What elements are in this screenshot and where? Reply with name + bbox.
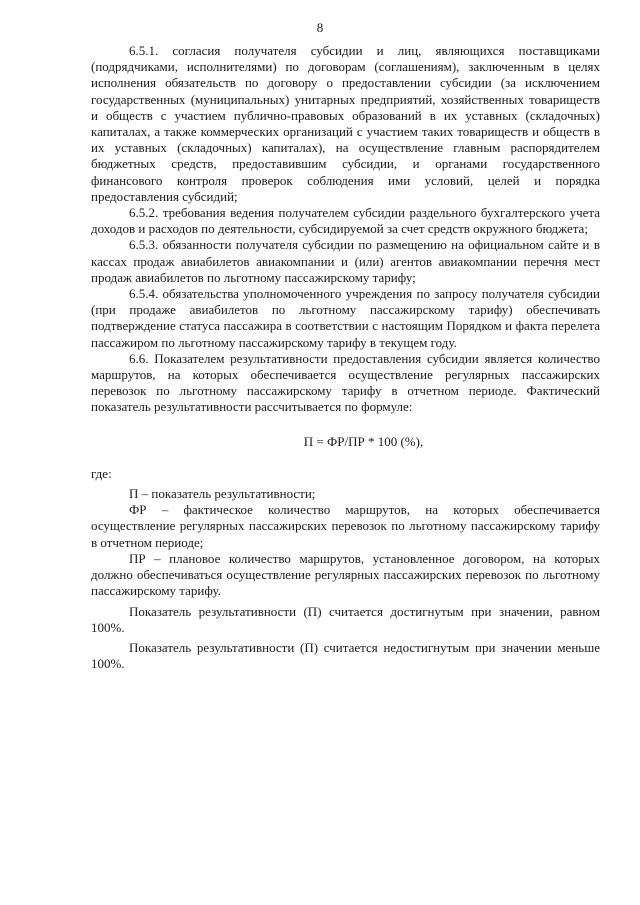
page-number: 8 xyxy=(316,20,324,35)
definition-pr: ПР – плановое количество маршрутов, установленное договором, на которых должно обеспечиваться осуществление регулярных пассажирских перевозок по льготному пассажирскому тарифу. xyxy=(91,550,600,599)
paragraph-6-5-2: 6.5.2. требования ведения получателем субсидии раздельного бухгалтерского учета доходов и расходов по деятельности, субсидируемой за счет средств окружного бюджета; xyxy=(91,205,600,237)
spacer xyxy=(91,416,600,434)
document-body xyxy=(91,43,600,672)
spacer xyxy=(91,450,600,466)
paragraph-not-achieved: Показатель результативности (П) считается недостигнутым при значении меньше 100%. xyxy=(91,639,600,672)
paragraph-6-5-3: 6.5.3. обязанности получателя субсидии по размещению на официальном сайте и в кассах продаж авиабилетов авиакомпании и (или) агентов авиакомпании перечня мест продаж авиабилетов по льготному пассажирскому тарифу; xyxy=(91,237,600,285)
formula: П = ФР/ПР * 100 (%), xyxy=(303,433,424,449)
paragraph-6-5-1: 6.5.1. согласия получателя субсидии и лиц, являющихся поставщиками (подрядчиками, исполнителями) по договорам (соглашениям), заключенным в целях исполнения обязательств по договору о предоставлении субсидии (за исключением государственных (муниципальных) унитарных предприятий, хозяйственных товариществ и обществ с участием публично-правовых образований в их уставных (складочных) капиталах, а также коммерческих организаций с участием таких товариществ и обществ в их уставных (складочных) капиталах), на осуществление главным распорядителем бюджетных средств, предоставившим субсидии, и органами государственного финансового контроля проверок соблюдения ими условий, целей и порядка предоставления субсидий; xyxy=(91,43,600,204)
paragraph-6-6: 6.6. Показателем результативности предоставления субсидии является количество маршрутов, на которых обеспечивается осуществление регулярных пассажирских перевозок по льготному пассажирскому тарифу в отчетном периоде. Фактический показатель результативности рассчитывается по формуле: xyxy=(91,350,600,415)
paragraph-6-5-4: 6.5.4. обязательства уполномоченного учреждения по запросу получателя субсидии (при продаже авиабилетов по льготному пассажирскому тарифу) обеспечивать подтверждение статуса пассажира в соответствии с настоящим Порядком и факта перелета пассажиром по льготному пассажирскому тарифу в текущем году. xyxy=(91,286,600,350)
where-label: где: xyxy=(91,465,112,481)
paragraph-achieved: Показатель результативности (П) считается достигнутым при значении, равном 100%. xyxy=(91,603,600,635)
definition-fr: ФР – фактическое количество маршрутов, на которых обеспечивается осуществление регулярных пассажирских перевозок по льготному пассажирскому тарифу в отчетном периоде; xyxy=(91,502,600,550)
definition-p: П – показатель результативности; xyxy=(129,486,316,502)
